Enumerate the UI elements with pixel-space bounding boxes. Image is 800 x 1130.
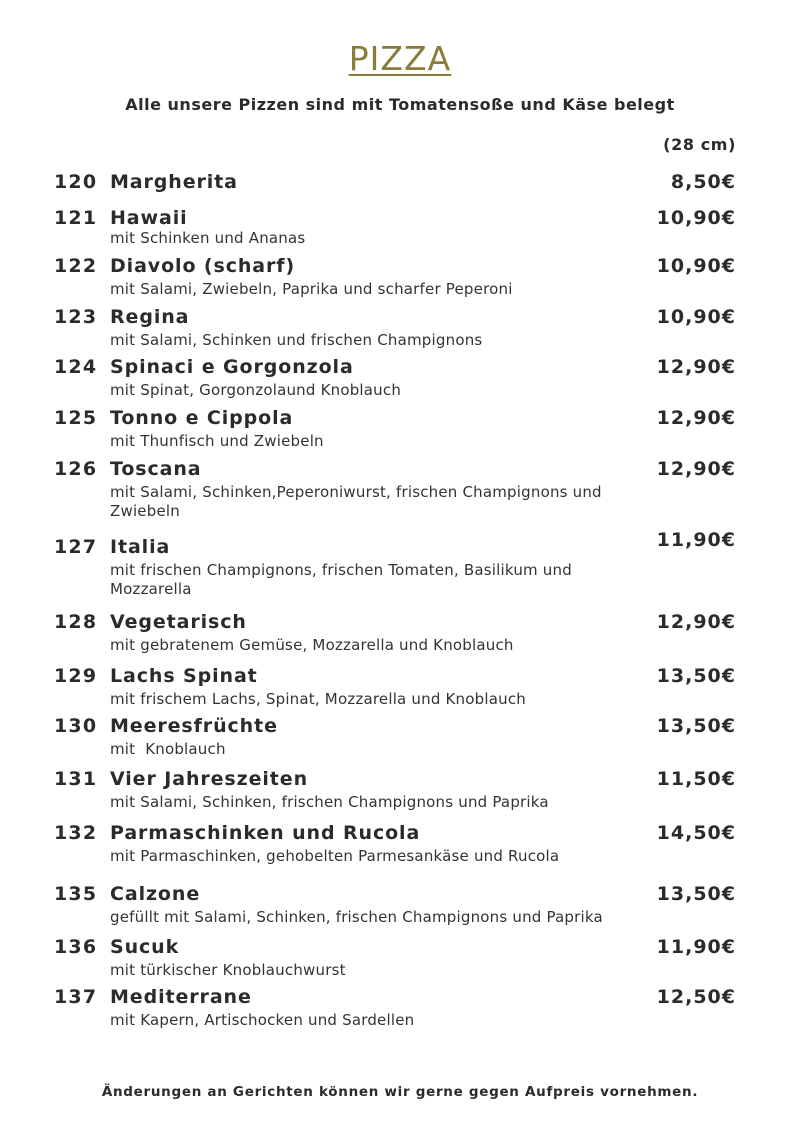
item-price: 12,90€: [656, 458, 736, 480]
item-number: 127: [54, 536, 98, 558]
item-name: Sucuk: [110, 936, 180, 958]
item-name: Spinaci e Gorgonzola: [110, 356, 354, 378]
item-number: 125: [54, 407, 98, 429]
menu-item: [54, 610, 736, 670]
item-price: 13,50€: [656, 665, 736, 687]
item-number: 130: [54, 715, 98, 737]
item-description: mit Parmaschinken, gehobelten Parmesankäse und Rucola: [110, 847, 560, 865]
menu-item: [54, 457, 736, 527]
item-number: 123: [54, 306, 98, 328]
menu-item: [54, 714, 736, 774]
item-price: 14,50€: [656, 822, 736, 844]
size-label: (28 cm): [663, 135, 736, 154]
item-description: mit Spinat, Gorgonzolaund Knoblauch: [110, 381, 402, 399]
item-description: mit Thunfisch und Zwiebeln: [110, 432, 324, 450]
item-name: Vier Jahreszeiten: [110, 768, 308, 790]
item-name: Diavolo (scharf): [110, 255, 296, 277]
item-number: 128: [54, 611, 98, 633]
item-number: 136: [54, 936, 98, 958]
item-description: gefüllt mit Salami, Schinken, frischen Champignons und Paprika: [110, 908, 603, 926]
item-description: mit Salami, Schinken und frischen Champignons: [110, 331, 483, 349]
item-name: Margherita: [110, 171, 238, 193]
item-price: 13,50€: [656, 883, 736, 905]
item-price: 12,90€: [656, 407, 736, 429]
page-title: [0, 38, 800, 80]
item-number: 129: [54, 665, 98, 687]
footer-note: Änderungen an Gerichten können wir gerne gegen Aufpreis vornehmen.: [101, 1084, 699, 1100]
menu-item: [54, 985, 736, 1045]
item-number: 131: [54, 768, 98, 790]
item-price: 12,90€: [656, 611, 736, 633]
item-name: Toscana: [110, 458, 202, 480]
item-number: 132: [54, 822, 98, 844]
item-number: 137: [54, 986, 98, 1008]
item-number: 121: [54, 207, 98, 229]
menu-subtitle: Alle unsere Pizzen sind mit Tomatensoße und Käse belegt: [125, 95, 675, 114]
item-name: Tonno e Cippola: [110, 407, 294, 429]
item-name: Calzone: [110, 883, 201, 905]
item-price: 10,90€: [656, 255, 736, 277]
item-price: 11,90€: [656, 529, 736, 551]
item-price: 11,90€: [656, 936, 736, 958]
item-price: 12,50€: [656, 986, 736, 1008]
item-number: 122: [54, 255, 98, 277]
item-price: 12,90€: [656, 356, 736, 378]
item-description: mit frischem Lachs, Spinat, Mozzarella und Knoblauch: [110, 690, 526, 708]
menu-item: [54, 529, 736, 605]
item-price: 10,90€: [656, 306, 736, 328]
item-number: 120: [54, 171, 98, 193]
item-price: 13,50€: [656, 715, 736, 737]
item-name: Italia: [110, 536, 171, 558]
item-description: mit Salami, Schinken,Peperoniwurst, frischen Champignons und Zwiebeln: [110, 483, 602, 520]
item-number: 126: [54, 458, 98, 480]
item-price: 10,90€: [656, 207, 736, 229]
item-price: 11,50€: [656, 768, 736, 790]
menu-item: [54, 767, 736, 827]
item-number: 124: [54, 356, 98, 378]
item-description: mit Salami, Zwiebeln, Paprika und scharfer Peperoni: [110, 280, 513, 298]
item-description: mit frischen Champignons, frischen Tomaten, Basilikum und Mozzarella: [110, 561, 572, 598]
item-number: 135: [54, 883, 98, 905]
item-name: Parmaschinken und Rucola: [110, 822, 421, 844]
item-name: Regina: [110, 306, 190, 328]
item-description: mit Knoblauch: [110, 740, 226, 758]
item-name: Lachs Spinat: [110, 665, 258, 687]
menu-item: [54, 821, 736, 881]
item-price: 8,50€: [670, 171, 736, 193]
item-description: mit gebratenem Gemüse, Mozzarella und Knoblauch: [110, 636, 514, 654]
item-description: mit Schinken und Ananas: [110, 229, 306, 247]
item-name: Mediterrane: [110, 986, 252, 1008]
item-description: mit türkischer Knoblauchwurst: [110, 961, 346, 979]
item-name: Vegetarisch: [110, 611, 247, 633]
item-name: Meeresfrüchte: [110, 715, 278, 737]
item-name: Hawaii: [110, 207, 188, 229]
item-description: mit Kapern, Artischocken und Sardellen: [110, 1011, 415, 1029]
item-description: mit Salami, Schinken, frischen Champignons und Paprika: [110, 793, 549, 811]
title-text: PIZZA: [348, 39, 452, 78]
menu-item: [54, 882, 736, 942]
